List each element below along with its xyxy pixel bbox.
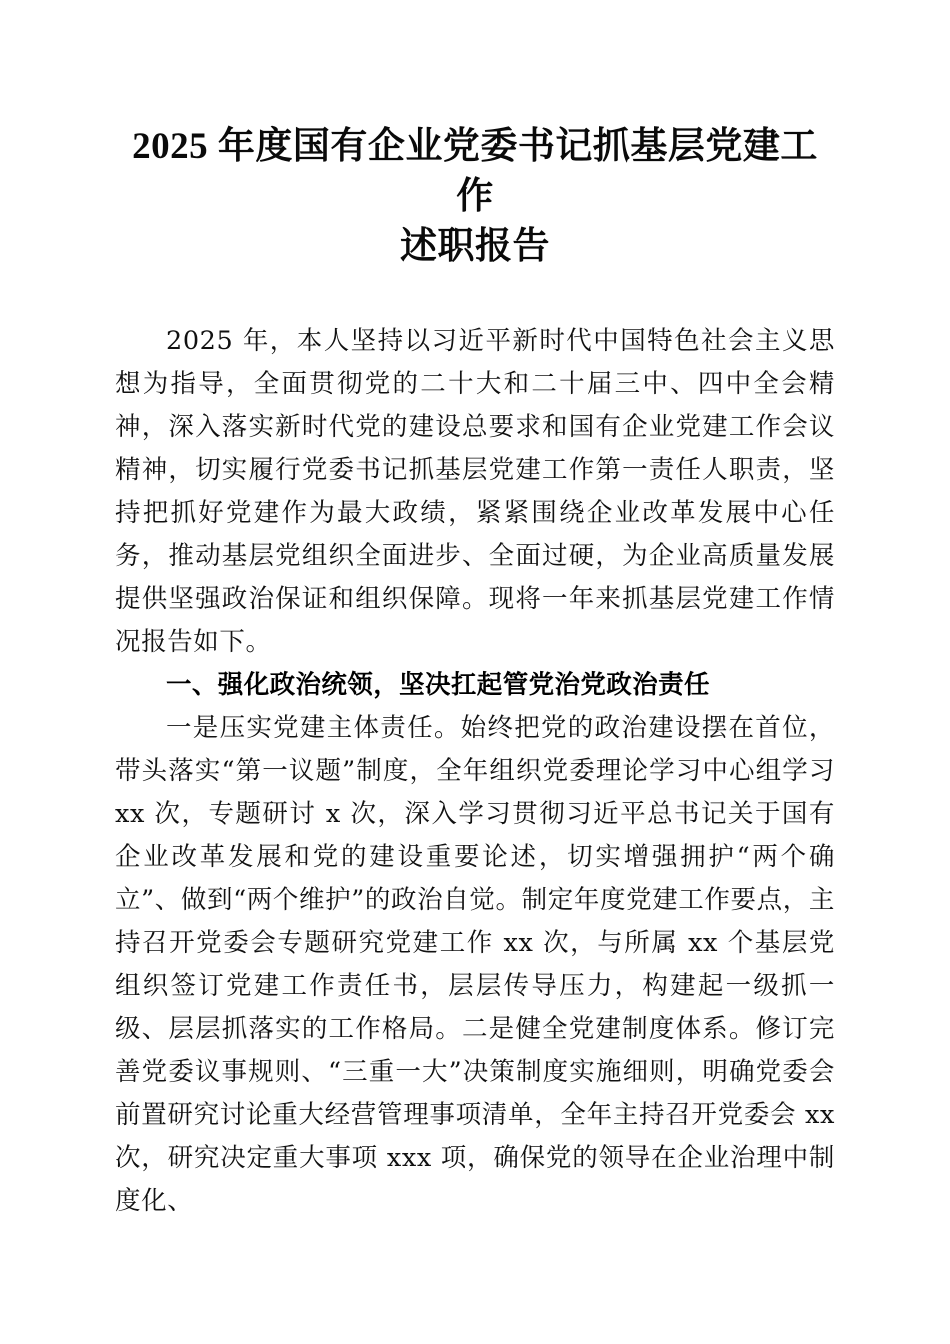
section-heading-1: 一、强化政治统领，坚决扛起管党治党政治责任 — [166, 671, 710, 699]
document-body — [115, 0, 835, 1223]
intro-paragraph: 2025 年，本人坚持以习近平新时代中国特色社会主义思想为指导，全面贯彻党的二十大和二十届三中、四中全会精神，深入落实新时代党的建设总要求和国有企业党建工作会议精神，切实履行党委书记抓基层党建工作第一责任人职责，坚持把抓好党建作为最大政绩，紧紧围绕企业改革发展中心任务，推动基层党组织全面进步、全面过硬，为企业高质量发展提供坚强政治保证和组织保障。现将一年来抓基层党建工作情况报告如下。 — [115, 326, 835, 657]
title-line-2: 述职报告 — [400, 226, 550, 267]
page-title — [115, 0, 835, 272]
title-line-1: 2025 年度国有企业党委书记抓基层党建工作 — [132, 126, 818, 217]
section-1-paragraph: 一是压实党建主体责任。始终把党的政治建设摆在首位，带头落实“第一议题”制度，全年组织党委理论学习中心组学习 xx 次，专题研讨 x 次，深入学习贯彻习近平总书记关于国有企业改革发展和党的建设重要论述，切实增强拥护“两个确立”、做到“两个维护”的政治自觉。制定年度党建工作要点，主持召开党委会专题研究党建工作 xx 次，与所属 xx 个基层党组织签订党建工作责任书，层层传导压力，构建起一级抓一级、层层抓落实的工作格局。二是健全党建制度体系。修订完善党委议事规则、“三重一大”决策制度实施细则，明确党委会前置研究讨论重大经营管理事项清单，全年主持召开党委会 xx 次，研究决定重大事项 xxx 项，确保党的领导在企业治理中制度化、 — [115, 713, 835, 1216]
title-body-spacer — [115, 272, 835, 280]
